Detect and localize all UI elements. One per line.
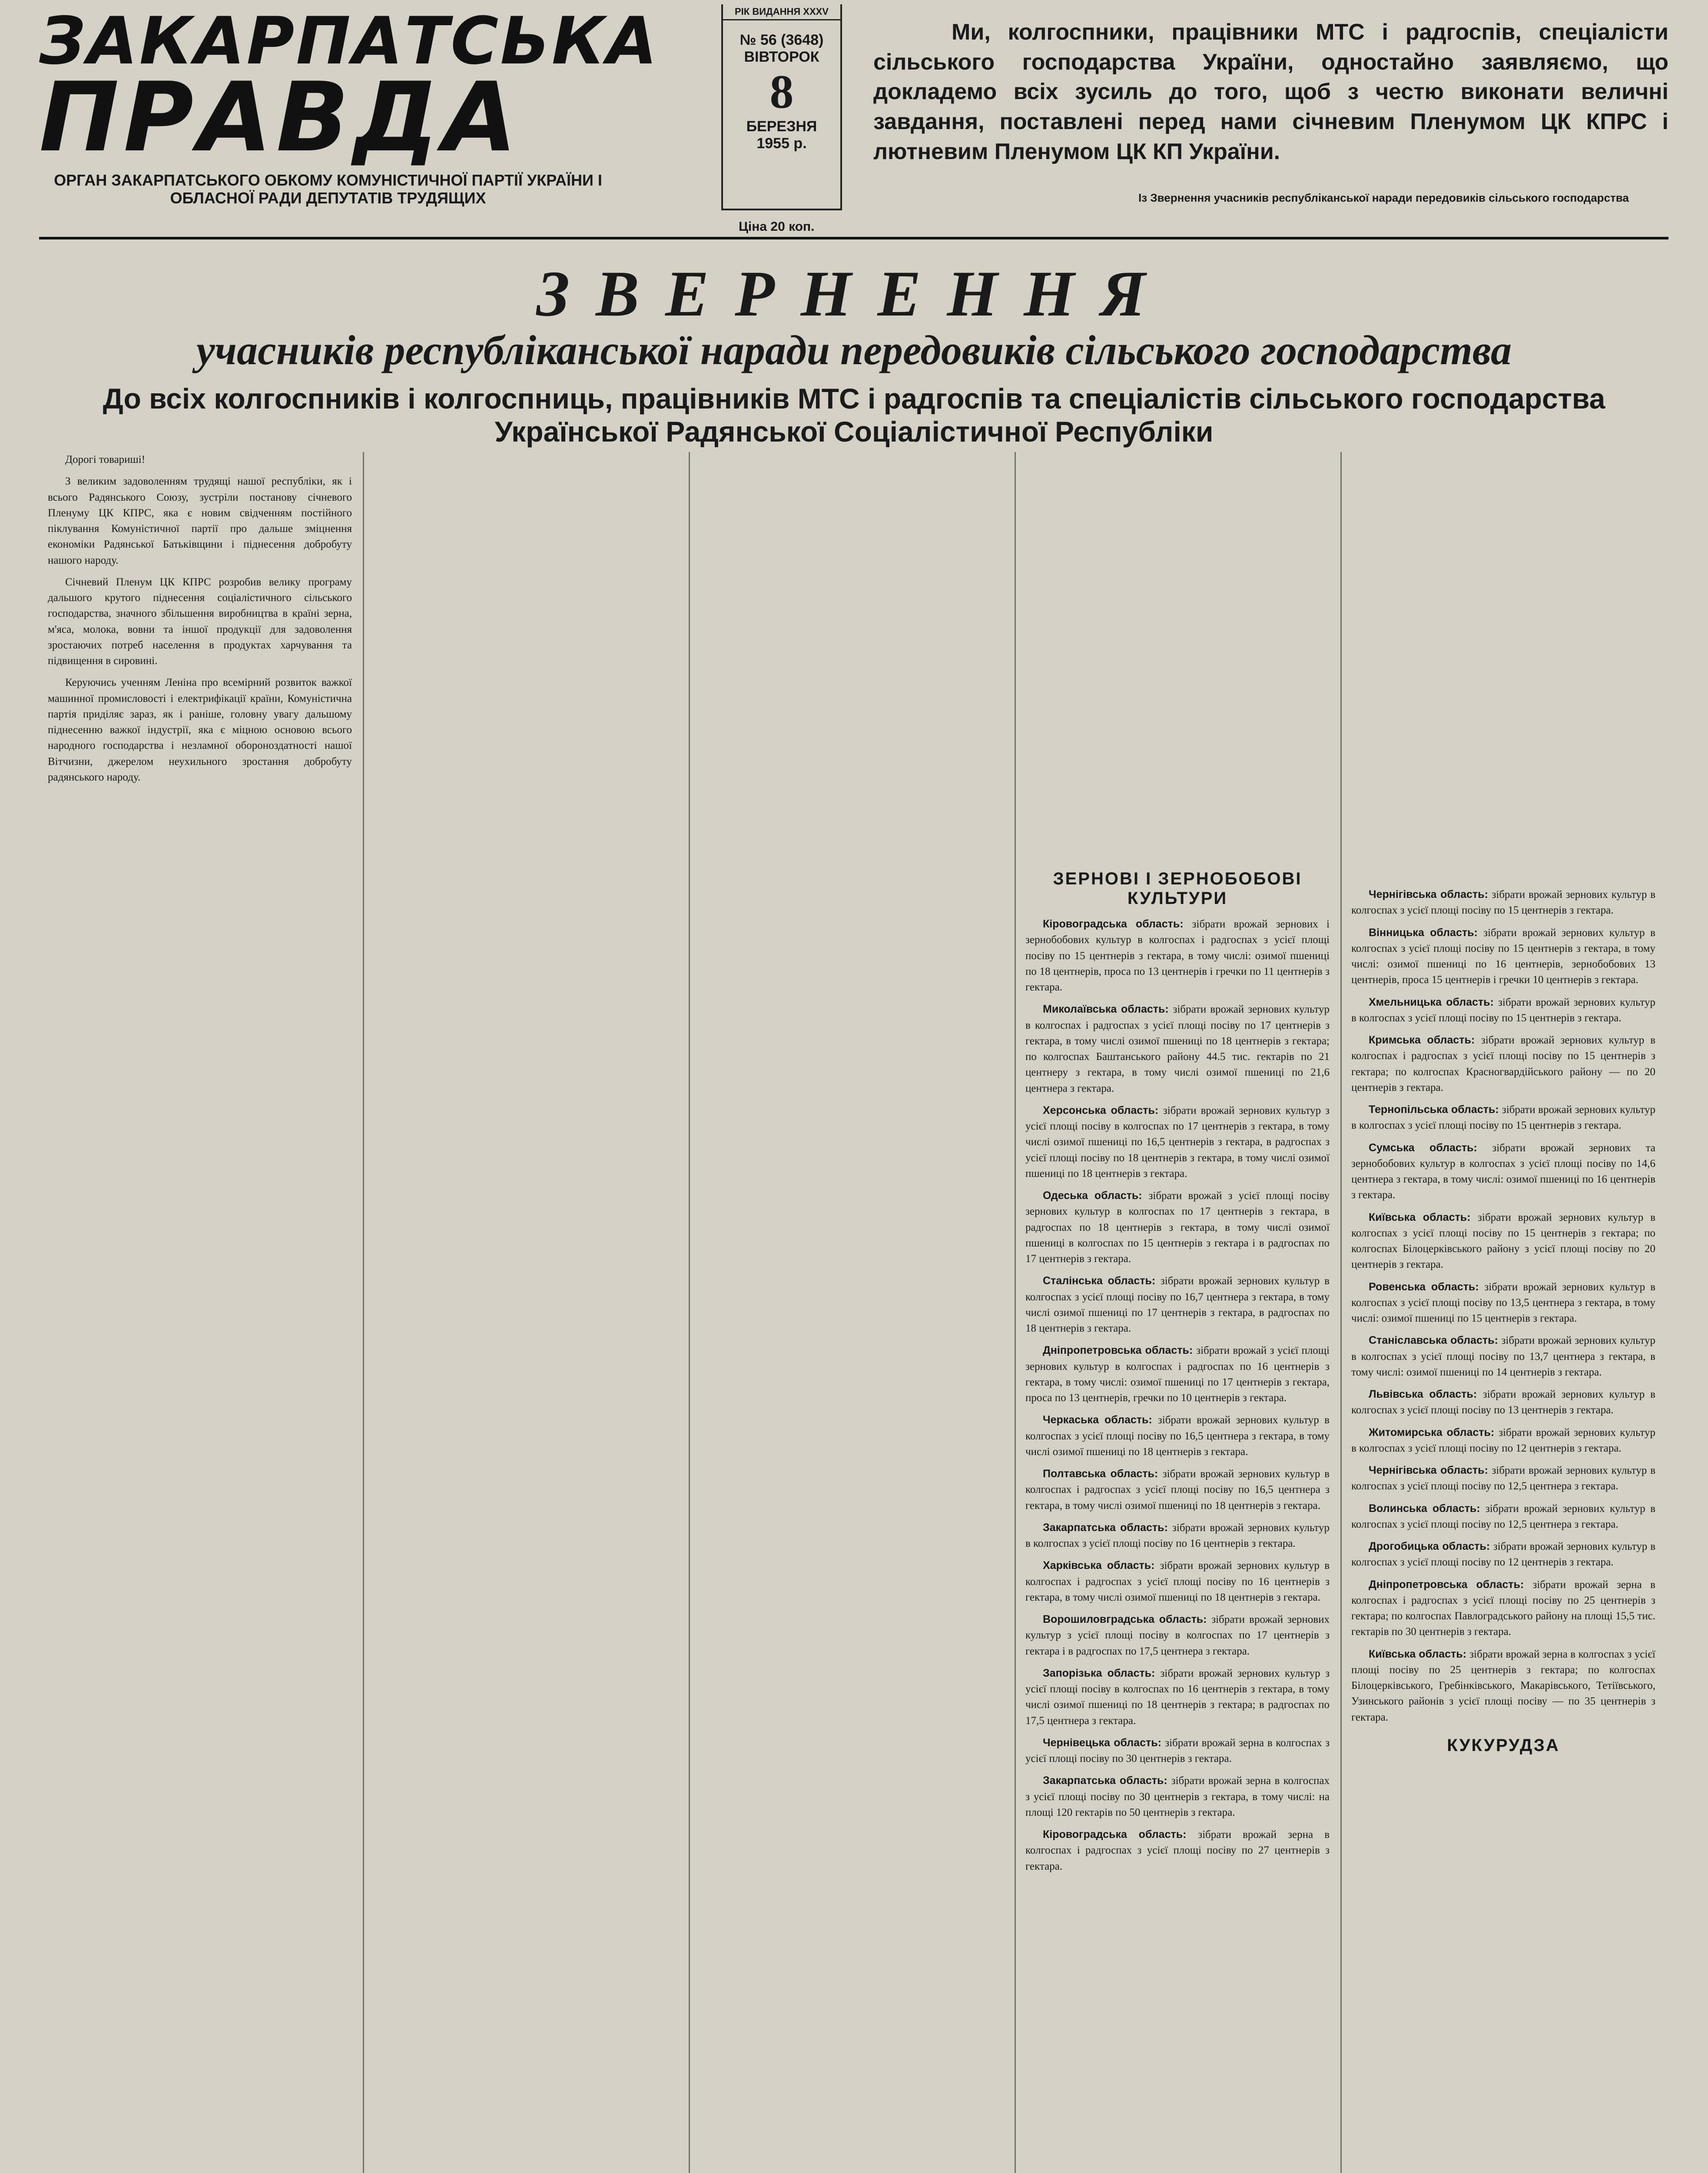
- issue-info-box: [721, 4, 842, 210]
- column-divider: [1340, 452, 1342, 2173]
- paragraph: Січневий Пленум ЦК КПРС розробив велику програму дальшого крутого піднесення соціалістичного сільського господарства, значного збільшення виробництва в країні зерна, м'яса, молока, вовни та іншої продукції для задоволення зростаючих потреб населення в продуктах харчування та підвищення в сировині.: [48, 576, 352, 667]
- region-name: Житомирська область:: [1369, 1426, 1499, 1439]
- region-target: [1025, 1827, 1330, 1874]
- region-name: Дніпропетровська область:: [1369, 1578, 1533, 1591]
- region-name: Дніпропетровська область:: [1043, 1344, 1197, 1357]
- region-text: зібрати врожай зернових і зернобобових культур в колгоспах і радгоспах з усієї площі посіву по 15 центнерів з гектара, в тому числі: озимої пшениці по 18 центнерів, проса по 13 центнерів і гречки по 11 центнерів з гектара.: [1025, 918, 1330, 993]
- publication-year-line: РІК ВИДАННЯ XXXV: [723, 4, 840, 20]
- region-target: [1351, 1425, 1655, 1457]
- region-text: зібрати врожай зерна в колгоспах з усієї площі посіву по 25 центнерів з гектара; по колгоспах Білоцерківського, Гребінківського, Макарівського, Тетіївського, Узинського районів з усієї площі посіву — по 35 центнерів з гектара.: [1351, 1648, 1655, 1723]
- region-text: зібрати врожай зернових культур в колгоспах з усієї площі посіву по 16 центнерів з гектара.: [1025, 1522, 1330, 1549]
- region-list-col5: [1351, 887, 1655, 1725]
- region-name: Кримська область:: [1369, 1034, 1481, 1046]
- region-target: [1351, 1332, 1655, 1380]
- region-text: зібрати врожай з усієї площі посіву зернових культур в колгоспах по 17 центнерів з гектара, в радгоспах по 18 центнерів з гектара, в тому числі озимої пшениці в колгоспах по 15 центнерів з гектара і в радгоспах по 17 центнерів з гектара.: [1025, 1190, 1330, 1265]
- section-heading-grain: ЗЕРНОВІ І ЗЕРНОБОБОВІ КУЛЬТУРИ: [1053, 869, 1302, 908]
- region-text: зібрати врожай зернових культур в колгоспах з усієї площі посіву по 15 центнерів з гектара; по колгоспах Білоцерківського району з усієї площі посіву по 20 центнерів з гектара.: [1351, 1211, 1655, 1271]
- region-name: Закарпатська область:: [1043, 1774, 1171, 1787]
- pledge-quote: Ми, колгоспники, працівники МТС і радгоспів, спеціалісти сільського господарства України, одностайно заявляємо, що докладемо всіх зусиль до того, щоб з честю виконати величні завдання, поставлені перед нами січневим Пленумом ЦК КПРС і лютневим Пленумом ЦК КП України.: [873, 20, 1668, 164]
- region-text: зібрати врожай зернових культур в колгоспах з усієї площі посіву по 16,5 центнера з гектара, в тому числі озимої пшениці по 18 центнерів з гектара.: [1025, 1414, 1330, 1458]
- headline-title: ЗВЕРНЕННЯ: [536, 258, 1172, 330]
- region-name: Тернопільська область:: [1369, 1103, 1502, 1116]
- masthead-rule: [39, 237, 1668, 239]
- section-heading-corn: КУКУРУДЗА: [1447, 1735, 1560, 1755]
- region-target: [1025, 1611, 1330, 1659]
- region-name: Херсонська область:: [1043, 1104, 1163, 1116]
- region-name: Київська область:: [1369, 1648, 1470, 1660]
- region-target: [1025, 1520, 1330, 1552]
- column-3: [700, 452, 1004, 2173]
- region-text: зібрати врожай зернових культур в колгоспах з усієї площі посіву по 13,7 центнера з гектара, в тому числі: озимої пшениці по 14 центнерів з гектара.: [1351, 1335, 1655, 1378]
- publisher-line: ОРГАН ЗАКАРПАТСЬКОГО ОБКОМУ КОМУНІСТИЧНОЇ ПАРТІЇ УКРАЇНИ І ОБЛАСНОЇ РАДИ ДЕПУТАТІВ ТРУДЯЩИХ: [54, 171, 602, 207]
- issue-year: 1955 р.: [756, 135, 807, 152]
- region-name: Вінницька область:: [1369, 926, 1484, 939]
- region-target: [1025, 1735, 1330, 1767]
- region-name: Одеська область:: [1043, 1190, 1149, 1202]
- paragraph: З великим задоволенням трудящі нашої республіки, як і всього Радянського Союзу, зустріли постанову січневого Пленуму ЦК КПРС, яка є новим свідченням постійного піклування Комуністичної партії про дальше зміцнення економіки Радянської Батьківщини і піднесення добробуту нашого народу.: [48, 475, 352, 566]
- region-text: зібрати врожай зернових культур в колгоспах з усієї площі посіву по 15 центнерів з гектара.: [1351, 1104, 1655, 1132]
- region-target: [1351, 1209, 1655, 1273]
- region-text: зібрати врожай зернових культур з усієї площі посіву в колгоспах по 17 центнерів з гектара, в тому числі озимої пшениці по 16,5 центнерів з гектара, в радгоспах з усієї площі посіву по 18 центнерів з гектара, в тому числі озимої пшениці по 18 центнерів з гектара.: [1025, 1104, 1330, 1180]
- region-name: Черкаська область:: [1043, 1414, 1158, 1426]
- region-name: Запорізька область:: [1043, 1667, 1161, 1679]
- region-name: Київська область:: [1369, 1211, 1478, 1223]
- region-target: [1351, 1538, 1655, 1571]
- region-text: зібрати врожай зерна в колгоспах і радгоспах з усієї площі посіву по 25 центнерів з гектара; по колгоспах Павлоградського району на площі 15,5 тис. гектарів по 30 центнерів з гектара.: [1351, 1578, 1655, 1638]
- region-text: зібрати врожай зернових культур в колгоспах з усієї площі посіву по 12,5 центнера з гектара.: [1351, 1465, 1655, 1492]
- region-target: [1351, 1032, 1655, 1096]
- pledge-source: Із Звернення учасників республіканської наради передовиків сільського господарства: [1138, 191, 1629, 204]
- region-target: [1351, 1577, 1655, 1640]
- headline-subtitle: учасників республіканської наради передовиків сільського господарства: [196, 327, 1512, 373]
- column-divider: [363, 452, 364, 2173]
- region-target: [1025, 1342, 1330, 1406]
- region-target: [1351, 887, 1655, 919]
- region-target: [1025, 1773, 1330, 1821]
- issue-day: 8: [769, 65, 794, 118]
- region-target: [1025, 1558, 1330, 1605]
- region-text: зібрати врожай зернових культур в колгоспах з усієї площі посіву по 13 центнерів з гектара.: [1351, 1389, 1655, 1416]
- region-text: зібрати врожай зернових та зернобобових культур в колгоспах з усієї площі посіву по 14,6 центнера з гектара, в тому числі: озимої пшениці по 16 центнерів з гектара.: [1351, 1142, 1656, 1201]
- region-target: [1025, 1188, 1330, 1267]
- column-1: [48, 452, 352, 2173]
- region-name: Кіровоградська область:: [1043, 918, 1192, 930]
- region-text: зібрати врожай зернових культур в колгоспах з усієї площі посіву по 15 центнерів з гектара.: [1351, 996, 1655, 1024]
- region-text: зібрати врожай зернових культур в колгоспах з усієї площі посіву по 16,7 центнера з гектара, в тому числі озимої пшениці по 17 центнерів з гектара, в радгоспах по 18 центнерів з гектара.: [1025, 1275, 1330, 1334]
- region-name: Ровенська область:: [1369, 1280, 1485, 1293]
- column-divider: [689, 452, 690, 2173]
- region-name: Чернігівська область:: [1369, 1464, 1492, 1476]
- region-list-col4: [1025, 916, 1330, 1874]
- region-text: зібрати врожай зерна в колгоспах з усієї площі посіву по 30 центнерів з гектара.: [1025, 1737, 1330, 1764]
- region-target: [1351, 994, 1655, 1027]
- region-target: [1351, 1501, 1655, 1533]
- region-name: Волинська область:: [1369, 1502, 1486, 1515]
- region-target: [1351, 1462, 1655, 1495]
- region-text: зібрати врожай зернових культур в колгоспах з усієї площі посіву по 12 центнерів з гектара.: [1351, 1541, 1655, 1568]
- column-2: [374, 452, 678, 2173]
- region-target: [1025, 1273, 1330, 1336]
- region-name: Дрогобицька область:: [1369, 1540, 1493, 1552]
- newspaper-name-line1: ЗАКАРПАТСЬКА: [39, 3, 659, 79]
- region-text: зібрати врожай зерна в колгоспах і радгоспах з усієї площі посіву по 27 центнерів з гектара.: [1025, 1829, 1330, 1872]
- issue-number: № 56 (3648): [740, 32, 824, 48]
- region-target: [1351, 1140, 1655, 1203]
- region-target: [1351, 1646, 1655, 1725]
- region-text: зібрати врожай зернових культур з усієї площі посіву в колгоспах по 17 центнерів з гектара і в радгоспах по 17,5 центнера з гектара.: [1025, 1614, 1330, 1657]
- region-target: [1025, 1665, 1330, 1729]
- article-body: [48, 452, 1668, 2173]
- region-name: Закарпатська область:: [1043, 1521, 1172, 1534]
- column-5: [1351, 452, 1655, 2173]
- region-target: [1025, 1412, 1330, 1460]
- salutation: Дорогі товариші!: [65, 454, 146, 465]
- region-target: [1351, 1102, 1655, 1134]
- region-name: Ворошиловградська область:: [1043, 1613, 1212, 1625]
- region-name: Львівська область:: [1369, 1388, 1483, 1400]
- region-text: зібрати врожай зернових культур в колгоспах з усієї площі посіву по 13,5 центнера з гектара, в тому числі: озимої пшениці по 15 центнерів з гектара.: [1351, 1281, 1655, 1324]
- region-name: Станіславська область:: [1369, 1334, 1502, 1347]
- region-target: [1025, 1001, 1330, 1096]
- region-name: Полтавська область:: [1043, 1468, 1163, 1480]
- region-target: [1351, 1386, 1655, 1419]
- region-text: зібрати врожай зернових культур з усієї площі посіву в колгоспах по 16 центнерів з гектара, в тому числі озимої пшениці по 18 центнерів з гектара; в радгоспах по 17,5 центнера з гектара.: [1025, 1667, 1330, 1727]
- region-target: [1351, 925, 1655, 988]
- region-text: зібрати врожай зернових культур в колгоспах і радгоспах з усієї площі посіву по 16 центнерів з гектара, в тому числі озимої пшениці по 18 центнерів з гектара.: [1025, 1560, 1330, 1603]
- region-target: [1025, 1466, 1330, 1514]
- issue-price: Ціна 20 коп.: [739, 219, 815, 234]
- region-name: Хмельницька область:: [1369, 996, 1499, 1008]
- region-text: зібрати врожай зернових культур в колгоспах і радгоспах з усієї площі посіву по 17 центнерів з гектара, в тому числі озимої пшениці по 18 центнерів з гектара; по колгоспах Баштанського району 44.5 тис. гектарів по 21 центнеру з гектара, в тому числі озимої пшениці по 21,6 центнера з гектара.: [1025, 1003, 1330, 1094]
- region-name: Сталінська область:: [1043, 1275, 1161, 1287]
- region-target: [1025, 916, 1330, 995]
- column-5-top: [1351, 452, 1655, 887]
- masthead: [39, 3, 659, 213]
- region-text: зібрати врожай зерна в колгоспах з усієї площі посіву по 30 центнерів з гектара, в тому числі: на площі 120 гектарів по 50 центнерів з гектара.: [1025, 1775, 1330, 1818]
- region-text: зібрати врожай зернових культур в колгоспах і радгоспах з усієї площі посіву по 15 центнерів з гектара; по колгоспах Красногвардійського району — по 20 центнерів з гектара.: [1351, 1034, 1655, 1093]
- region-text: зібрати врожай зернових культур в колгоспах з усієї площі посіву по 12,5 центнера з гектара.: [1351, 1502, 1655, 1530]
- headline-addressee: До всіх колгоспників і колгоспниць, працівників МТС і радгоспів та спеціалістів сільського господарства Української Радянської Соціалістичної Республіки: [103, 382, 1605, 448]
- region-name: Сумська область:: [1369, 1141, 1492, 1154]
- region-target: [1025, 1103, 1330, 1182]
- column-4: [1025, 452, 1330, 2173]
- region-name: Миколаївська область:: [1043, 1003, 1173, 1016]
- region-text: зібрати врожай зернових культур в колгоспах з усієї площі посіву по 12 центнерів з гектара.: [1351, 1426, 1655, 1454]
- issue-month: БЕРЕЗНЯ: [746, 118, 817, 135]
- region-name: Кіровоградська область:: [1043, 1828, 1198, 1841]
- column-divider: [1015, 452, 1016, 2173]
- region-target: [1351, 1279, 1655, 1327]
- region-text: зібрати врожай зернових культур в колгоспах і радгоспах з усієї площі посіву по 16,5 центнера з гектара, в тому числі озимої пшениці по 18 центнерів з гектара.: [1025, 1468, 1330, 1512]
- region-text: зібрати врожай зернових культур в колгоспах з усієї площі посіву по 15 центнерів з гектара, в тому числі: озимої пшениці по 16 центнерів, зернобобових 13 центнерів, проса 15 центнерів і гречки 10 центнерів з гектара.: [1351, 927, 1655, 986]
- region-name: Харківська область:: [1043, 1559, 1160, 1572]
- region-text: зібрати врожай з усієї площі зернових культур в колгоспах і радгоспах по 16 центнерів з гектара, в тому числі: озимої пшениці по 17 центнерів з гектара, проса по 13 центнерів, гречки по 10 центнерів з гектара.: [1025, 1345, 1330, 1404]
- newspaper-name-line2: ПРАВДА: [39, 62, 521, 173]
- region-name: Чернігівська область:: [1369, 888, 1492, 900]
- issue-weekday: ВІВТОРОК: [744, 49, 819, 65]
- region-text: зібрати врожай зернових культур в колгоспах з усієї площі посіву по 15 центнерів з гектара.: [1351, 889, 1655, 917]
- region-name: Чернівецька область:: [1043, 1736, 1165, 1749]
- paragraph: Керуючись ученням Леніна про всемірний розвиток важкої машинної промисловості і електрифікації країни, Комуністична партія приділяє зараз, як і раніше, головну увагу дальшому піднесенню важкої індустрії, яка є міцною основою всього народного господарства і незламної обороноздатності нашої Вітчизни, джерелом неухильного зростання добробуту радянського народу.: [48, 677, 352, 783]
